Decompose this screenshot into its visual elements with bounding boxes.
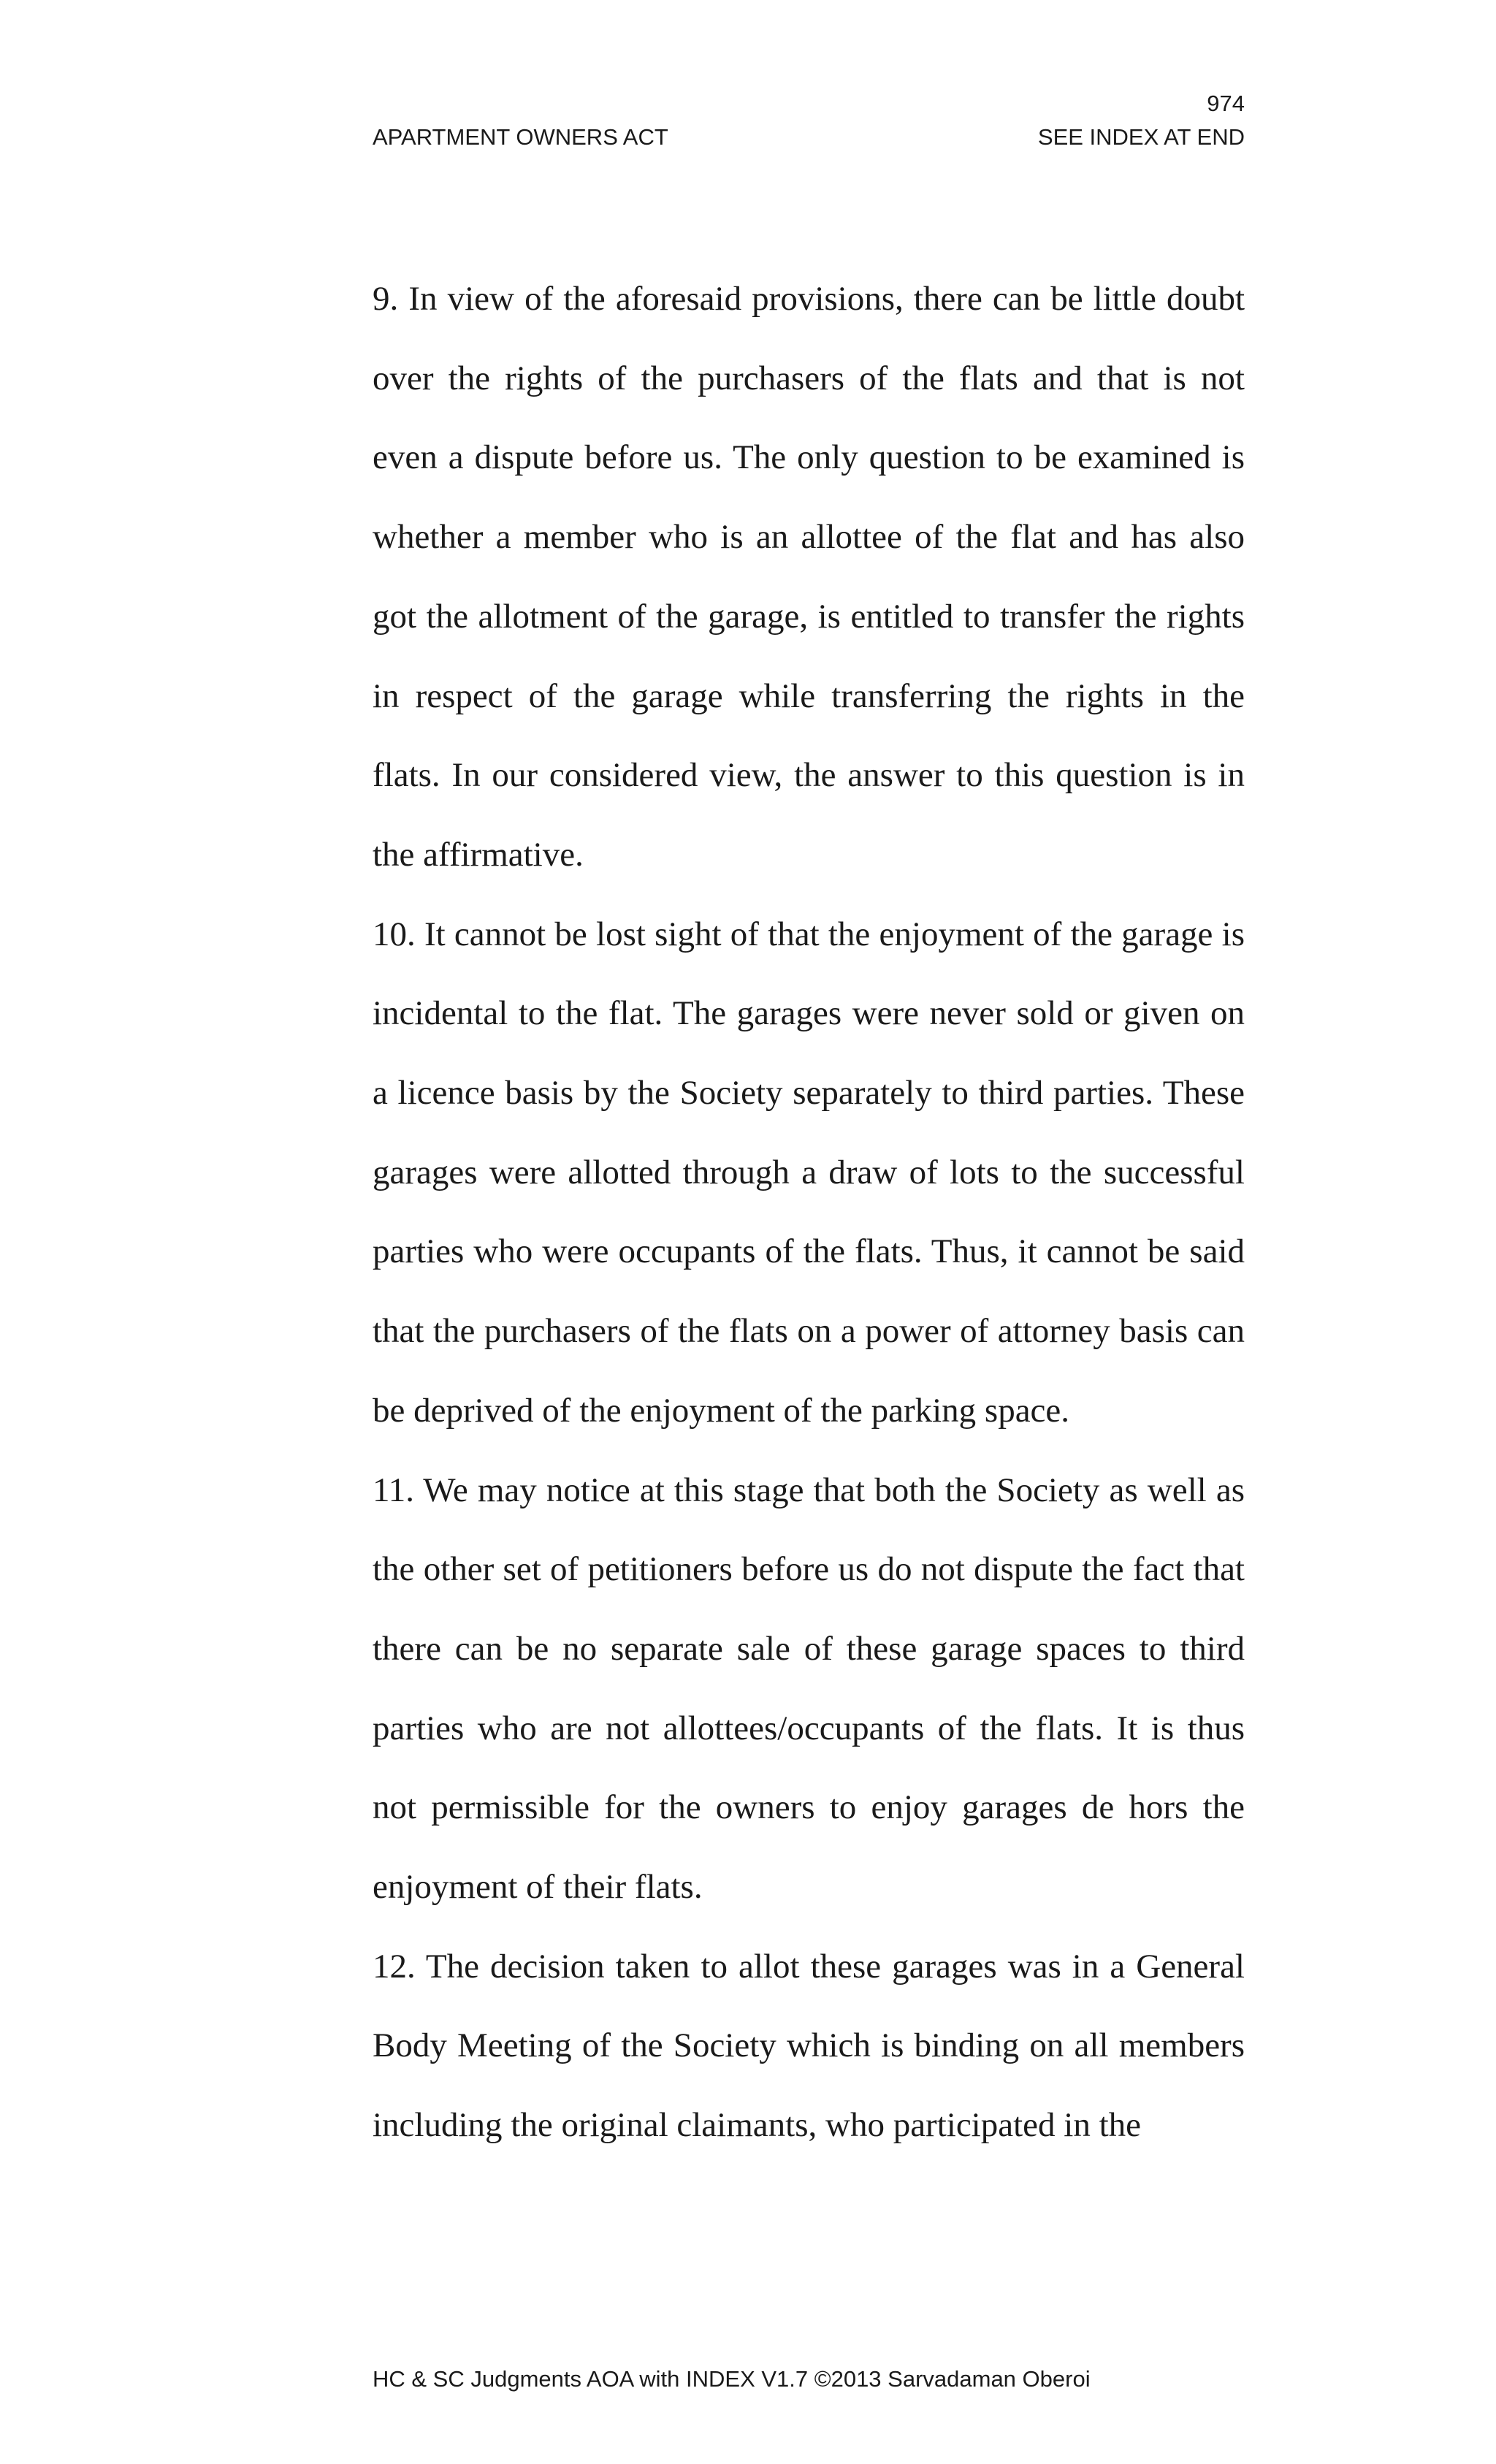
- header-index-note: SEE INDEX AT END: [1037, 124, 1245, 150]
- paragraph-10: 10. It cannot be lost sight of that the enjoyment of the garage is incidental to the flat. The garages were never sold or given on a licence basis by the Society separately to third parties. These garages were allotted through a draw of lots to the successful parties who were occupants of the flats. Thus, it cannot be said that the purchasers of the flats on a power of attorney basis can be deprived of the enjoyment of the parking space.: [373, 915, 1245, 1430]
- page-footer: HC & SC Judgments AOA with INDEX V1.7 ©2013 Sarvadaman Oberoi: [373, 2366, 1091, 2392]
- paragraph-11: 11. We may notice at this stage that both the Society as well as the other set of petitioners before us do not dispute the fact that there can be no separate sale of these garage spaces to third parties who are not allottees/occupants of the flats. It is thus not permissible for the owners to enjoy garages de hors the enjoyment of their flats.: [373, 1471, 1245, 1907]
- page-number: 974: [1207, 91, 1245, 116]
- paragraph-9: 9. In view of the aforesaid provisions, there can be little doubt over the rights of the purchasers of the flats and that is not even a dispute before us. The only question to be examined is whether a member who is an allottee of the flat and has also got the allotment of the garage, is entitled to transfer the rights in respect of the garage while transferring the rights in the flats. In our considered view, the answer to this question is in the affirmative.: [373, 280, 1245, 874]
- header-title: APARTMENT OWNERS ACT: [373, 124, 668, 150]
- paragraph-12: 12. The decision taken to allot these garages was in a General Body Meeting of the Society which is binding on all members including the original claimants, who participated in the: [373, 1947, 1245, 2145]
- running-header: [373, 123, 1245, 152]
- document-body: [373, 259, 1245, 2165]
